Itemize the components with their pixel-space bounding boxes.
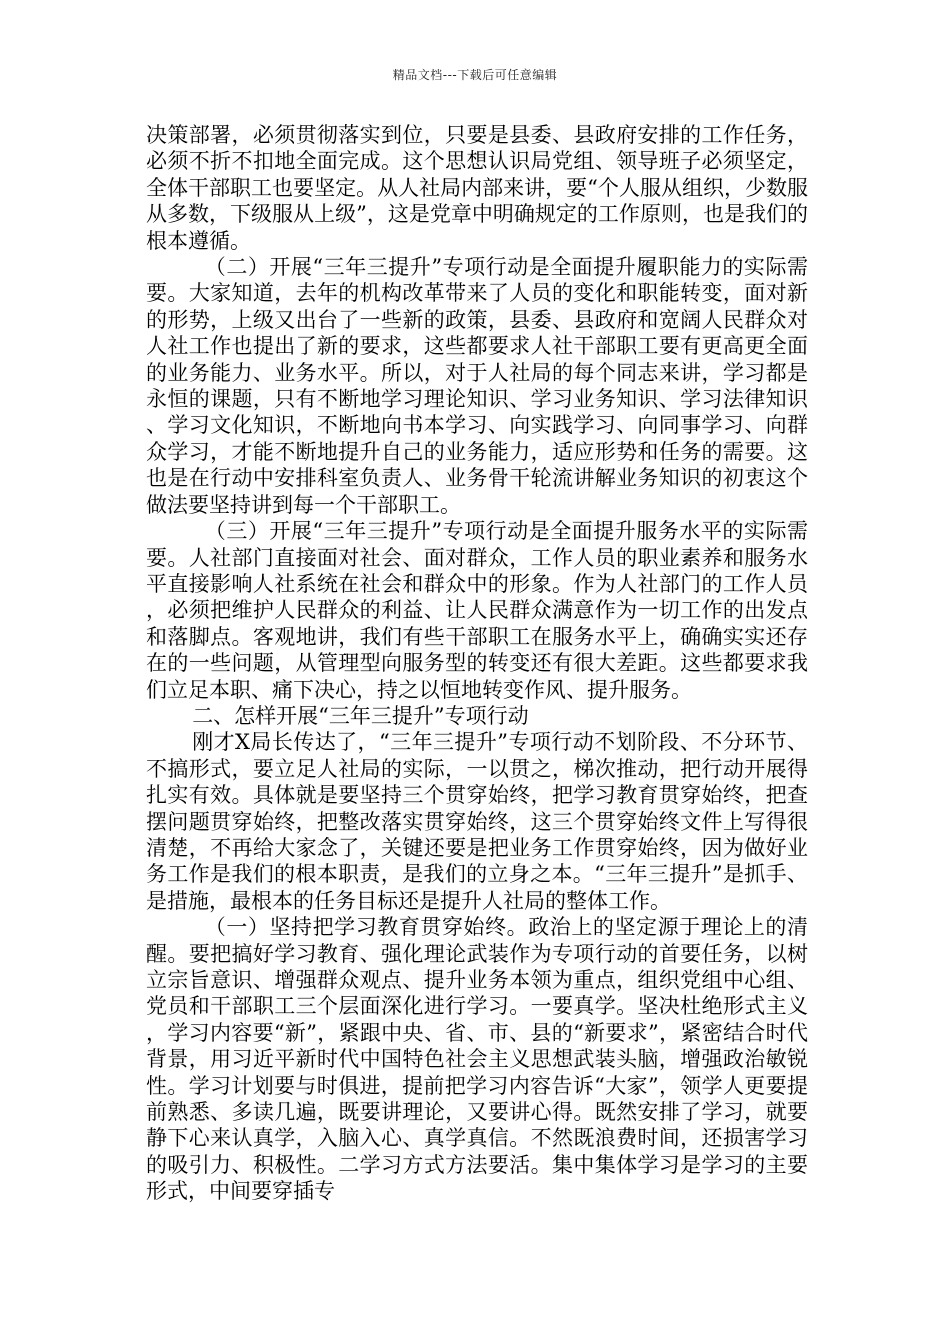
paragraph-study-education: （一）坚持把学习教育贯穿始终。政治上的坚定源于理论上的清醒。要把搞好学习教育、强化理论武装作为专项行动的首要任务，以树立宗旨意识、增强群众观点、提升业务本领为重点，组织党组中心组、党员和干部职工三个层面深化进行学习。一要真学。坚决杜绝形式主义，学习内容要“新”，紧跟中央、省、市、县的“新要求”，紧密结合时代背景，用习近平新时代中国特色社会主义思想武装头脑，增强政治敏锐性。学习计划要与时俱进，提前把学习内容告诉“大家”，领学人更要提前熟悉、多读几遍，既要讲理论，又要讲心得。既然安排了学习，就要静下心来认真学，入脑入心、真学真信。不然既浪费时间，还损害学习的吸引力、积极性。二学习方式方法要活。集中集体学习是学习的主要形式，中间要穿插专 [146,915,808,1204]
paragraph-overview: 刚才X局长传达了，“三年三提升”专项行动不划阶段、不分环节、不搞形式，要立足人社局的实际，一以贯之，梯次推动，把行动开展得扎实有效。具体就是要坚持三个贯穿始终，把学习教育贯穿始终，把查摆问题贯穿始终，把整改落实贯穿始终，这三个贯穿始终文件上写得很清楚，不再给大家念了，关键还要是把业务工作贯穿始终，因为做好业务工作是我们的根本职责，是我们的立身之本。“三年三提升”是抓手、是措施，最根本的任务目标还是提升人社局的整体工作。 [146,730,808,913]
document-body [146,122,808,1205]
paragraph-section-3: （三）开展“三年三提升”专项行动是全面提升服务水平的实际需要。人社部门直接面对社会、面对群众，工作人员的职业素养和服务水平直接影响人社系统在社会和群众中的形象。作为人社部门的工作人员，必须把维护人民群众的利益、让人民群众满意作为一切工作的出发点和落脚点。客观地讲，我们有些干部职工在服务水平上，确确实实还存在的一些问题，从管理型向服务型的转变还有很大差距。这些都要求我们立足本职、痛下决心，持之以恒地转变作风、提升服务。 [146,519,808,702]
page-header: 精品文档---下载后可任意编辑 [392,68,558,82]
section-heading-how-to-carry-out: 二、怎样开展“三年三提升”专项行动 [192,703,529,728]
paragraph-continuation: 决策部署，必须贯彻落实到位，只要是县委、县政府安排的工作任务，必须不折不扣地全面完成。这个思想认识局党组、领导班子必须坚定，全体干部职工也要坚定。从人社局内部来讲，要“个人服从组织，少数服从多数，下级服从上级”，这是党章中明确规定的工作原则，也是我们的根本遵循。 [146,123,808,253]
paragraph-section-2: （二）开展“三年三提升”专项行动是全面提升履职能力的实际需要。大家知道，去年的机构改革带来了人员的变化和职能转变，面对新的形势，上级又出台了一些新的政策，县委、县政府和宽阔人民群众对人社工作也提出了新的要求，这些都要求人社干部职工要有更高更全面的业务能力、业务水平。所以，对于人社局的每个同志来讲，学习都是永恒的课题，只有不断地学习理论知识、学习业务知识、学习法律知识、学习文化知识，不断地向书本学习、向实践学习、向同事学习、向群众学习，才能不断地提升自己的业务能力，适应形势和任务的需要。这也是在行动中安排科室负责人、业务骨干轮流讲解业务知识的初衷这个做法要坚持讲到每一个干部职工。 [146,255,808,517]
